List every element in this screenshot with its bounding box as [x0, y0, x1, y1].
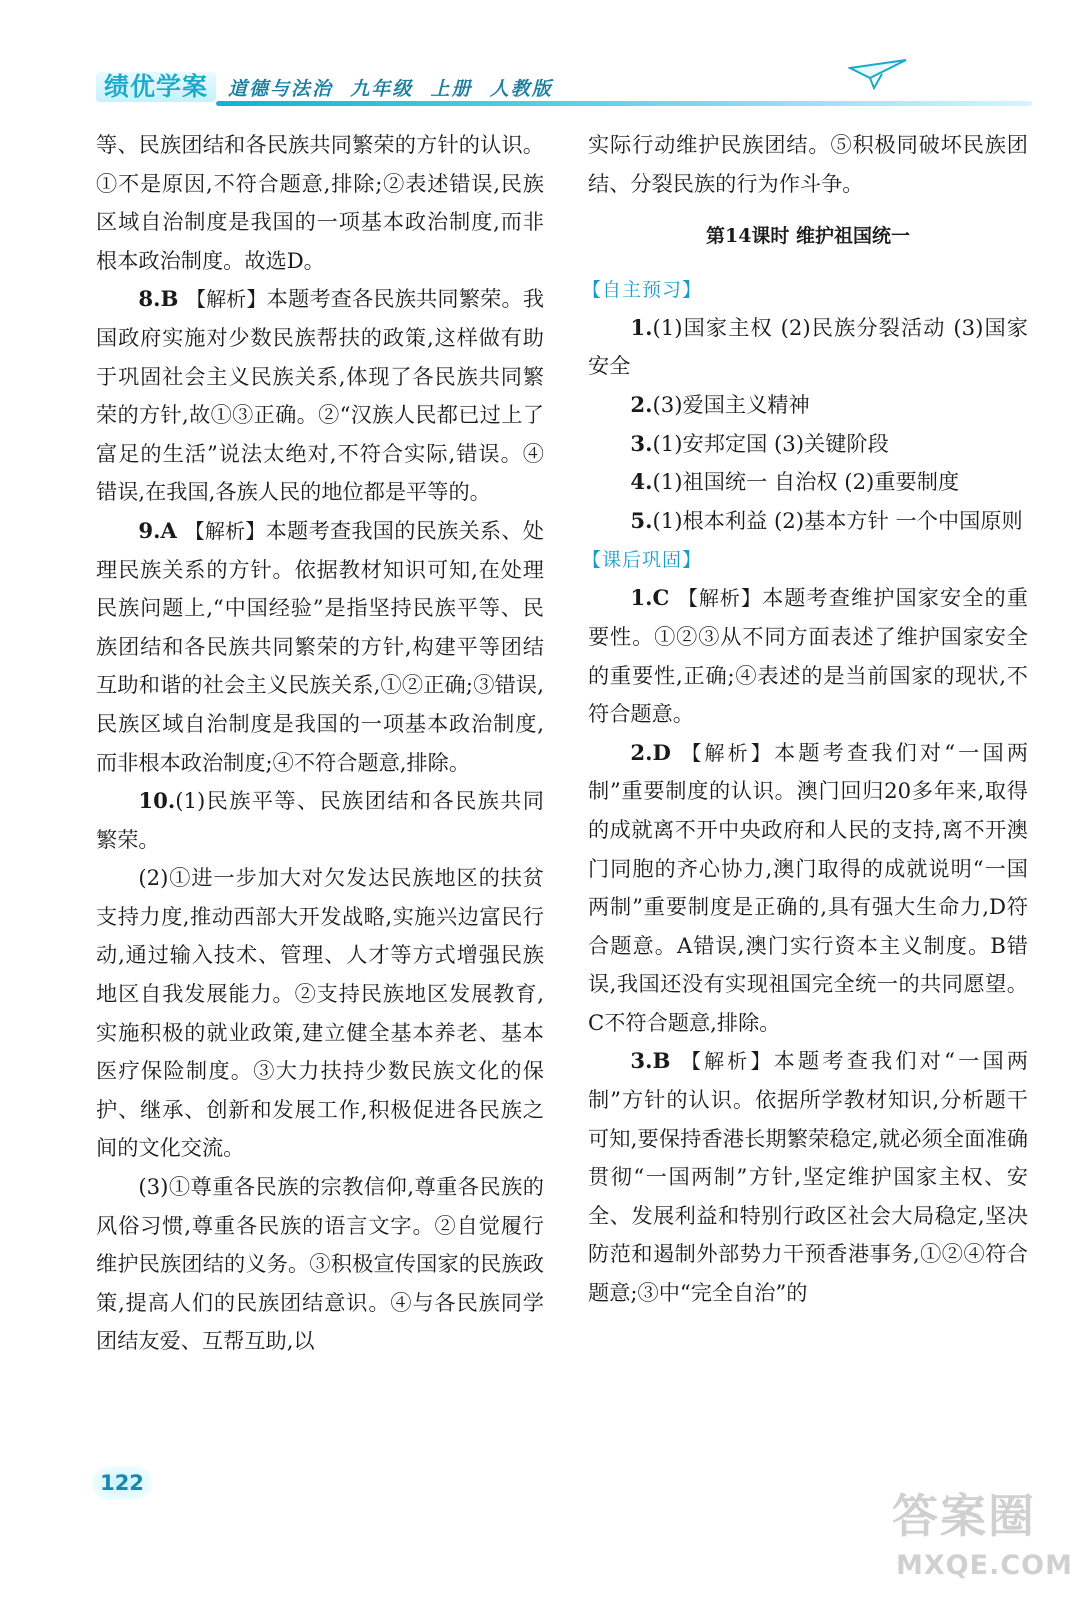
answer-text: 本题考查我们对“一国两制”重要制度的认识。澳门回归20多年来,取得的成就离不开中央政府和人民的支持,离不开澳门同胞的齐心协力,澳门取得的成就说明“一国两制”重要制度是正确的,具有强大生命力,D符合题意。A错误,澳门实行资本主义制度。B错误,我国还没有实现祖国完全统一的共同愿望。C不符合题意,排除。: [588, 739, 1029, 1035]
answer-text: (2)①进一步加大对欠发达民族地区的扶贫支持力度,推动西部大开发战略,实施兴边富民行动,通过输入技术、管理、人才等方式增强民族地区自我发展能力。②支持民族地区发展教育,实施积极的就业政策,建立健全基本养老、基本医疗保险制度。③大力扶持少数民族文化的保护、继承、创新和发展工作,积极促进各民族之间的文化交流。: [96, 865, 544, 1161]
answer-paragraph: [96, 1168, 544, 1361]
question-number: 5.: [630, 507, 653, 533]
lesson-title: 第14课时 维护祖国统一: [705, 225, 911, 248]
answer-paragraph: [96, 280, 544, 512]
paper-plane-icon: [848, 58, 908, 90]
answer-text: (3)①尊重各民族的宗教信仰,尊重各民族的风俗习惯,尊重各民族的语言文字。②自觉履行维护民族团结的义务。③积极宣传国家的民族政策,提高人们的民族团结意识。④与各民族同学团结友爱、互帮互助,以: [96, 1174, 544, 1354]
answer-text: 本题考查我国的民族关系、处理民族关系的方针。依据教材知识可知,在处理民族问题上,“中国经验”是指坚持民族平等、民族团结和各民族共同繁荣的方针,构建平等团结互助和谐的社会主义民族关系,①②正确;③错误,民族区域自治制度是我国的一项基本政治制度,而非根本政治制度;④不符合题意,排除。: [96, 517, 544, 775]
page-number: 122: [92, 1466, 152, 1500]
section-heading-preview: 【自主预习】: [582, 278, 703, 301]
analysis-tag: 【解析】: [680, 1049, 774, 1074]
answer-text: (1)国家主权 (2)民族分裂活动 (3)国家安全: [588, 314, 1028, 379]
answer-text: (1)安邦定国 (3)关键阶段: [652, 430, 889, 456]
answer-paragraph: [96, 859, 544, 1168]
watermark: [892, 1480, 1073, 1590]
section-heading-review: 【课后巩固】: [582, 549, 703, 572]
answer-text: (3)爱国主义精神: [652, 391, 810, 417]
question-number: 3.B: [630, 1048, 681, 1074]
answer-text: 本题考查各民族共同繁荣。我国政府实施对少数民族帮扶的政策,这样做有助于巩固社会主义民族关系,体现了各民族共同繁荣的方针,故①③正确。②“汉族人民都已过上了富足的生活”说法太绝对,不符合实际,错误。④错误,在我国,各族人民的地位都是平等的。: [96, 286, 545, 505]
review-item: [588, 734, 1028, 1043]
review-item: [588, 1042, 1028, 1312]
analysis-tag: 【解析】: [185, 287, 267, 312]
answer-text: 本题考查维护国家安全的重要性。①②③从不同方面表述了维护国家安全的重要性,正确;④表述的是当前国家的现状,不符合题意。: [588, 585, 1028, 727]
preview-item: [588, 502, 1028, 541]
watermark-url: MXQE.COM: [896, 1550, 1073, 1581]
continuation-text: 实际行动维护民族团结。⑤积极同破坏民族团结、分裂民族的行为作斗争。: [588, 132, 1028, 196]
question-number: 4.: [630, 469, 653, 495]
answer-text: (1)民族平等、民族团结和各民族共同繁荣。: [96, 788, 544, 852]
question-number: 3.: [630, 430, 653, 456]
question-number: 8.B: [138, 286, 186, 312]
right-column: [582, 126, 1029, 1313]
question-number: 1.: [630, 314, 653, 340]
preview-item: [588, 463, 1028, 502]
left-column: [96, 126, 544, 1361]
header-divider: [216, 101, 1032, 106]
question-number: 2.D: [630, 739, 682, 765]
question-number: 2.: [630, 391, 653, 417]
answer-paragraph: [96, 512, 544, 782]
preview-item: [588, 425, 1028, 464]
question-number: 10.: [138, 788, 176, 814]
question-number: 1.C: [630, 585, 678, 611]
analysis-tag: 【解析】: [677, 586, 763, 611]
analysis-tag: 【解析】: [184, 518, 266, 543]
review-answers: [588, 579, 1028, 1312]
preview-item: [588, 309, 1028, 386]
answer-text: 本题考查我们对“一国两制”方针的认识。依据所学教材知识,分析题干可知,要保持香港长期繁荣稳定,就必须全面准确贯彻“一国两制”方针,坚定维护国家主权、安全、发展利益和特别行政区社会大局稳定,坚决防范和遏制外部势力干预香港事务,①②④符合题意;③中“完全自治”的: [588, 1048, 1029, 1306]
answer-text: (1)祖国统一 自治权 (2)重要制度: [652, 469, 960, 495]
preview-answers: [588, 309, 1028, 541]
page-header: [96, 72, 1032, 106]
brand-logo: 绩优学案: [96, 72, 216, 102]
subject-line: 道德与法治 九年级 上册 人教版: [228, 78, 553, 100]
watermark-logo: 答案圈: [892, 1489, 1036, 1543]
answer-text: (1)根本利益 (2)基本方针 一个中国原则: [652, 507, 1023, 533]
answer-paragraph: [96, 782, 544, 859]
review-item: [588, 579, 1028, 733]
answer-paragraph: [96, 126, 544, 280]
analysis-tag: 【解析】: [681, 740, 774, 765]
answer-text: 等、民族团结和各民族共同繁荣的方针的认识。①不是原因,不符合题意,排除;②表述错误,民族区域自治制度是我国的一项基本政治制度,而非根本政治制度。故选D。: [96, 132, 544, 273]
preview-item: [588, 386, 1028, 425]
question-number: 9.A: [138, 517, 185, 543]
